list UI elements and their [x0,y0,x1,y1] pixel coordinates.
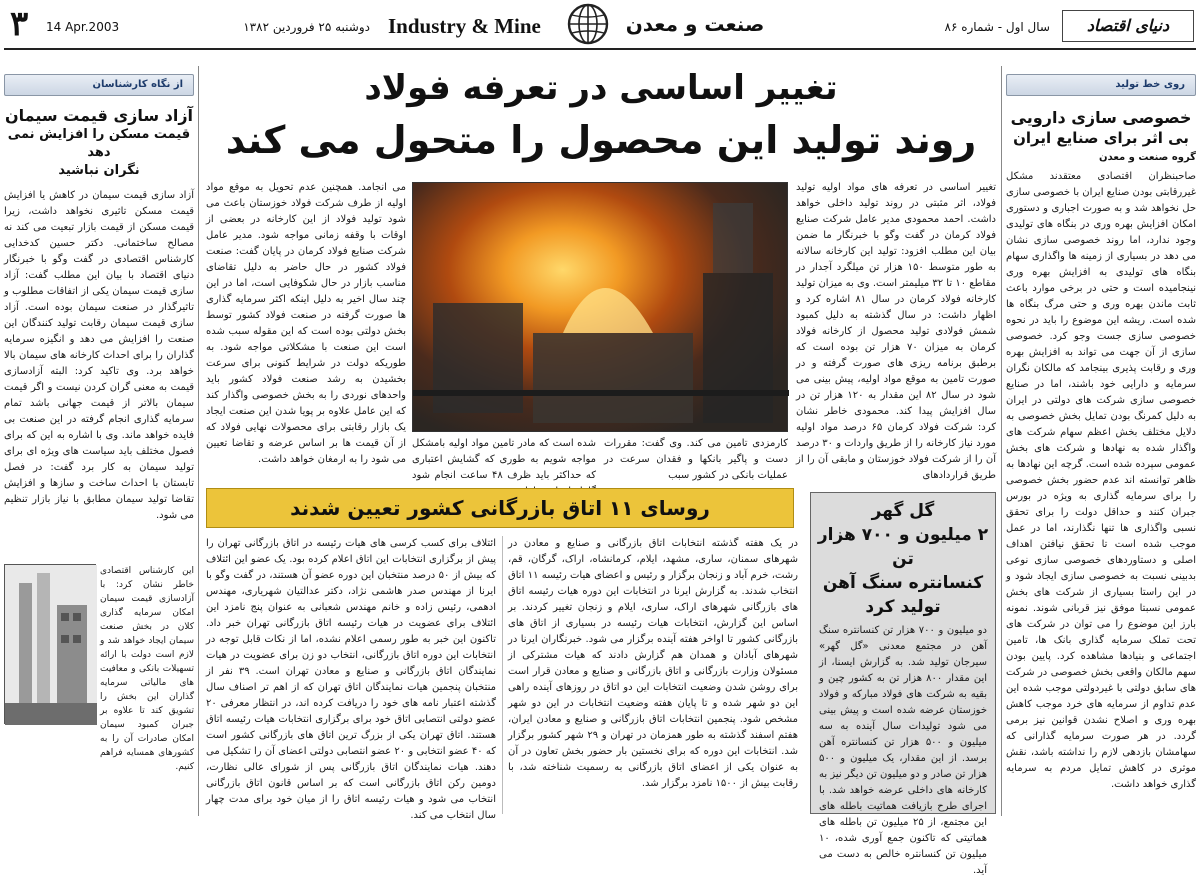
left-column-rule [198,66,199,816]
header-divider [4,48,1196,50]
right-sidebar-body: صاحبنظران اقتصادی معتقدند مشکل غیررقابتی بودن صنایع ایران با خصوصی سازی حل نخواهد شد و به صورت اجباری و دستوری امکان افزایش بهره وری در بنگاه های تولیدی وجود ندارد، اما روند خصوصی سازی نشان می دهد در بسیاری از زمینه ها واگذاری سهام بنگاه های تولیدی به افزایش بهره وری نینجامیده است و حتی در برخی موارد باعث ثابت ماندن بهره وری و حتی مرگ بنگاه ها شده است. ریشه این موضوع را باید در نحوه خصوصی سازی جست وجو کرد. خصوصی سازی از آن جهت می تواند به افزایش بهره وری و رقابت پذیری بینجامد که مالکان نگران سرمایه و دارایی خود باشند، اما در صنایع خصوصی سازی شرکت های دولتی در ایران به دلیل کمرنگ بودن تمایل بخش خصوصی به دلایل مختلف بخش اعظم سهام شرکت های واگذار شده به نهادها و شرکت های بخش عمومی سپرده شده است. گرچه این نهادها به ظاهر توانسته اند عدم حضور بخش خصوصی را برای سرمایه گذاری به ویژه در بورس جبران کنند و حداقل دولت را برای تحقق نسبی واگذاری ها تنها نگذارند، اما در عمل موجب شده است تا تحقق نیافتن اهداف اصلی و دستاوردهای خصوصی سازی نوعی بدبینی نسبت به خصوصی سازی ایجاد شود و در این راستا بسیاری از شرکت های بخش عمومی نسبتا موفق نیز قربانی شوند. نمونه بارز این موضوع را می توان در شرکت های تحت تملک سرمایه گذاری بانک ها، تامین اجتماعی و بنیادها مشاهده کرد. پایین بودن سهم مالکان واقعی بخش خصوصی در شرکت های سابق دولتی با غیردولتی موجب شده این عدم تداوم از سرمایه های خرد موجب کاهش بهره وری و اصلاح نشدن قوانین نیز برمی گردد. در هر صورت سرمایه گذارانی که سهامشان بازدهی لازم را نداشته باشد، نقش موثری در کاهش تمایل مردم به سرمایه گذاری خواهد داشت. [1006,171,1196,790]
left-sidebar-subtitle: قیمت مسکن را افزایش نمی دهد [7,127,191,160]
photo-caption-right: کارمزدی تامین می کند. وی گفت: مقررات دست و پاگیر بانکها و فقدان سرعت در عملیات بانکی در کشور سبب [604,438,788,481]
box-title-3: کنسانتره سنگ آهن [822,573,984,593]
left-sidebar [4,74,194,818]
section-title-fa: صنعت و معدن [625,12,765,36]
left-sidebar-subtitle-2: نگران نباشید [58,163,140,178]
article-kicker: تغییر اساسی در تعرفه فولاد [364,68,838,108]
right-column-rule [1001,66,1002,816]
cement-plant-photo [4,564,96,724]
box-title-1: گل گهر [871,501,935,521]
right-sidebar-source: گروه صنعت و معدن [1099,152,1196,163]
box-title-2: ۲ میلیون و ۷۰۰ هزار تن [817,525,989,569]
newspaper-logo: دنیای اقتصاد [1062,10,1194,42]
box-body: دو میلیون و ۷۰۰ هزار تن کنسانتره سنگ آهن در مجتمع معدنی «گل گهر» سیرجان تولید شد. به گزارش ایسنا، از این مقدار ۸۰۰ هزار تن به کشور چین و بقیه به شرکت های فولاد مبارکه و فولاد خوزستان عرضه شده است و پیش بینی می شود تولیدات سال آینده به سه میلیون و ۵۰۰ هزار تن کنسانتره آهن برسد. از این مقدار، یک میلیون و ۵۰۰ هزار تن صادر و دو میلیون تن دیگر نیز به کارخانه های داخلی عرضه خواهد شد. با اجرای طرح بازیافت هماتیت باطله های این مجتمع، از ۲۵ میلیون تن باطله های هماتیتی که تاکنون جمع آوری شده، ۱۰ میلیون تن کنسانتره خالص به دست می آید. [819,625,988,876]
photo-caption-left: شده است که مادر تامین مواد اولیه بامشکل مواجه شویم به طوری که گشایش اعتباری که حداکثر باید ظرف ۴۸ ساعت انجام شود [412,438,596,481]
left-sidebar-body: آزاد سازی قیمت سیمان در کاهش یا افزایش قیمت مسکن تاثیری نخواهد داشت، زیرا قیمت مسکن از قیمت بازار تبعیت می کند نه مصالح ساختمانی. دکتر حسین کدخدایی کارشناس اقتصادی در گفت وگو با خبرنگار دنیای اقتصاد با بیان این مطلب گفت: آزاد سازی قیمت سیمان یکی از اتفاقات مطلوب و تاثیرگذار در صنعت سیمان بوده است. آزاد سازی قیمت سیمان رقابت تولید کنندگان این صنعت را افزایش می دهد و انگیزه سرمایه گذاران را برای احداث کارخانه های سیمان بالا خواهد برد. وی تاکید کرد: البته آزادسازی قیمت به معنی گران کردن نیست و اگر قیمت سیمان بالاتر از قیمت جهانی باشد تمام سرمایه گذاری انجام گرفته در این صنعت بی فایده خواهد ماند. وی با اشاره به این که برای فصول مختلف باید سیاست های ویژه ای برای تولید سیمان به کار برد گفت: در فصل تابستان با احداث ساخت و سازها و افزایش تقاضا تولید سیمان مطابق با نیاز بازار تنظیم می شود. [4,190,194,521]
right-sidebar [1006,74,1196,818]
gol-gohar-box [810,492,996,876]
steel-mill-photo [412,182,788,432]
story-banner: روسای ۱۱ اتاق بازرگانی کشور تعیین شدند [206,488,794,528]
right-sidebar-title: خصوصی سازی دارویی [1010,108,1192,127]
right-sidebar-tab: روی خط تولید [1006,74,1196,96]
date-english: 14 Apr.2003 [46,20,120,34]
box-title-4: تولید کرد [865,597,941,617]
chambers-story-col-b: ائتلاف برای کسب کرسی های هیات رئیسه در اتاق بازرگانی تهران را پیش از برگزاری انتخابات این اتاق اعلام کرده بود. یک عضو این ائتلاف که بیش از ۵۰ درصد منتخبان این دوره عضو آن هستند، در گفت وگو با ایرنا از مهندس صدر هاشمی نژاد، دکتر عدالتیان شهریاری، مهندس ادهمی، رئیس زاده و خانم مهندس شعبانی به عنوان پنج نامزد این ائتلاف برای عضویت در هیات رئیسه اتاق بازرگانی تهران خبر داد. تاکنون این خبر به طور رسمی اعلام نشده، اما از نکات قابل توجه در انتخابات این دوره اتاق بازرگانی، انتخاب دو زن برای عضویت در هیات نمایندگان اتاق بازرگانی و صنایع و معادن تهران است. ۳۹ نفر از منتخبان پنجمین هیات نمایندگان اتاق تهران که از اهم تر اصناف سال گذشته اعتبار نامه های خود را دریافت کرده اند، در انتظار معرفی ۲۰ عضو دولتی انتصابی اتاق خود برای برگزاری انتخابات هیات رئیسه اتاق هستند. اتاق تهران یکی از بزرگ ترین اتاق های بازرگانی کشور است که ۴۰ عضو انتخابی و ۲۰ عضو انتصابی دولتی اعضای آن را تشکیل می دهند. هیات نمایندگان اتاق بازرگانی پس از شورای عالی نظارت، دومین رکن اتاق بازرگانی است که بر اساس قانون اتاق بازرگانی انتخاب می شود و هیات رئیسه اتاق را از میان خود برای مدت چهار سال انتخاب می کند. [206,538,497,821]
page-header [0,0,1200,64]
article-column-2: می انجامد. همچنین عدم تحویل به موقع مواد اولیه از طرف شرکت فولاد خوزستان باعث می شود تولید فولاد از این کارخانه در بعضی از اوقات با وقفه زمانی مواجه شود. مدیر عامل شرکت صنایع فولاد کرمان در پایان گفت: صنعت فولاد کشور در حال حاضر به دلیل تقاضای مناسب بازار در حال شکوفایی است، اما در این چند سال اخیر به دلیل اینکه اکثر سرمایه گذاری ها صورت گرفته در صنعت فولاد کشور توسط بخش دولتی بوده است که این مقوله سبب شده است این صنعت با مشکلاتی مواجه شود. به طوریکه دولت در شرایط کنونی برای سرعت بخشیدن به رشد صنعت فولاد کشور باید واحدهای نوردی را به بخش خصوصی واگذار کند که این عامل علاوه بر پویا شدن این صنعت ایجاد یک بازار رقابتی برای محصولات نهایی فولاد که از آن قیمت ها بر اساس عرضه و تقاضا تعیین می شود را به ارمغان خواهد داشت. [206,182,406,465]
chambers-story-col-a: در یک هفته گذشته انتخابات اتاق بازرگانی و صنایع و معادن در شهرهای سمنان، ساری، مشهد، ایلام، کرمانشاه، اراک، گرگان، قم، رشت، خرم آباد و زنجان برگزار و رئیس و اعضای هیات رئیسه ۱۱ اتاق انتخاب شدند. به گزارش ایرنا در انتخابات این دوره هیات رئیسه اتاق های بازرگانی شهرهای اراک، ساری، ایلام و زنجان تغییر کردند. بر اساس این گزارش، انتخابات هیات رئیسه در بسیاری از اتاق های بازرگانی کشور تا اواخر هفته آینده برگزار می شود. خبرنگاران ایرنا در شهرهای آبادان و همدان هم گزارش دادند که هیات مشترکی از مسئولان وزارت بازرگانی و اتاق بازرگانی و صنایع و معادن قرار است برای روشن شدن وضعیت انتخابات این دو اتاق در روزهای آینده راهی این دو شهر شده و تا پایان هفته وضعیت انتخابات در این دو شهر مشخص شود. پنجمین انتخابات اتاق بازرگانی و صنایع و معادن ایران، هفتم اسفند گذشته به طور همزمان در تهران و ۲۹ شهر کشور برگزار شد. انتخابات این دوره که برای نخستین بار حضور بخش تعاون در آن به عنوان یکی از اعضای اتاق بازرگانی به رسمیت شناخته شد، با رقابت بیش از ۱۵۰۰ نامزد برگزار شد. [508,538,799,789]
issue-number: سال اول - شماره ۸۶ [944,20,1050,34]
page-number: ۳ [10,4,29,44]
date-persian: دوشنبه ۲۵ فروردین ۱۳۸۲ [243,20,370,34]
globe-icon [566,2,610,46]
left-sidebar-continuation: این کارشناس اقتصادی خاطر نشان کرد: با آزادسازی قیمت سیمان امکان سرمایه گذاری کلان در بخش صنعت سیمان ایجاد خواهد شد و لازم است دولت با ارائه تسهیلات بانکی و معافیت های مالیاتی سرمایه گذاران این بخش را تشویق کند تا علاوه بر جبران کمبود سیمان امکان صادرات آن را به کشورهای همسایه فراهم کنیم. [100,566,194,772]
left-sidebar-title: آزاد سازی قیمت سیمان [4,106,194,125]
article-column-1: تغییر اساسی در تعرفه های مواد اولیه تولید فولاد، اثر مثبتی در روند تولید داخلی خواهد داشت. احمد محمودی مدیر عامل شرکت صنایع فولاد کرمان در گفت وگو با خبرنگار ما ضمن بیان این مطلب افزود: تولید این کارخانه سالانه به طور متوسط ۱۵۰ هزار تن میلگرد آجدار در مقاطع ۱۰ تا ۳۲ میلیمتر است. وی به میزان تولید کارخانه فولاد کرمان در سال ۸۱ اشاره کرد و اظهار داشت: در سال گذشته به دلیل کمبود شمش فولادی تولید محصول از کارخانه فولاد کرمان به میزان ۷۰ هزار تن بوده است که برطبق برنامه ریزی های صورت گرفته و در صورت تامین به موقع مواد اولیه، پیش بینی می شود در سال ۸۲ این مقدار به ۱۲۰ هزار تن در سال افزایش پیدا کند. محمودی خاطر نشان کرد: شرکت فولاد کرمان ۶۵ درصد مواد اولیه مورد نیاز کارخانه را از طریق واردات و ۳۰ درصد آن را از شرکت فولاد خوزستان و مابقی آن را از طریق قراردادهای [796,182,997,481]
article-headline: روند تولید این محصول را متحول می کند [225,118,977,162]
story-column-rule [502,536,503,814]
section-title-en: Industry & Mine [388,14,541,38]
right-sidebar-subtitle: بی اثر برای صنایع ایران [1013,129,1189,147]
left-sidebar-tab: از نگاه کارشناسان [4,74,194,96]
